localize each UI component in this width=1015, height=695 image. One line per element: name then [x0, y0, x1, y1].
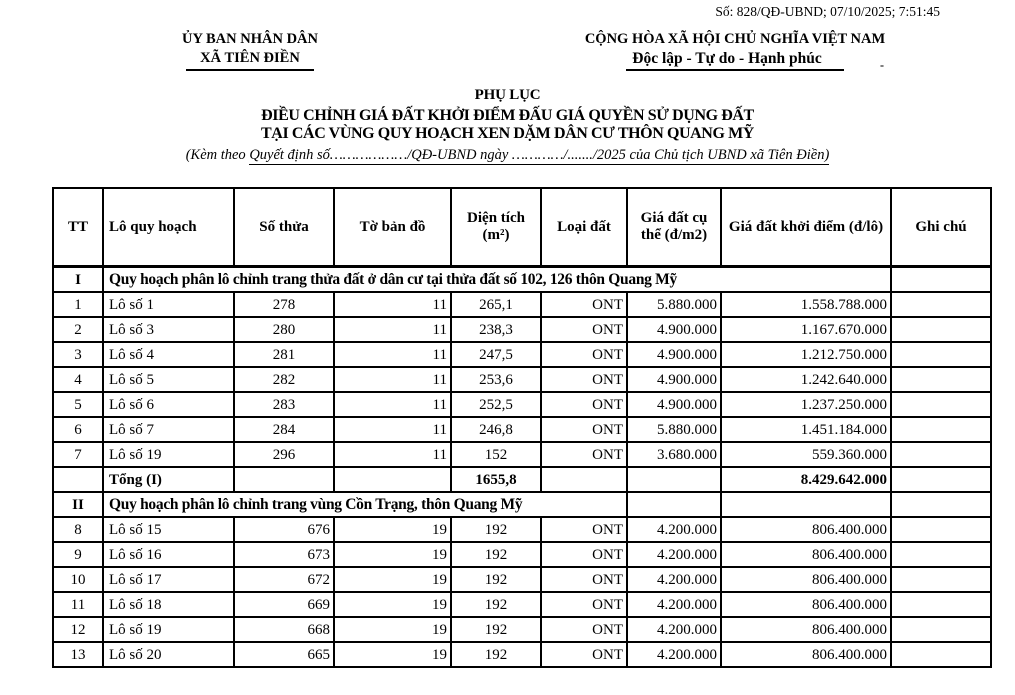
cell-section-number: I: [53, 267, 103, 293]
cell-note: [891, 492, 991, 517]
cell-parcel: 281: [234, 342, 334, 367]
cell-starting-price: 806.400.000: [721, 517, 891, 542]
cell-lot: Lô số 7: [103, 417, 234, 442]
cell-note: [891, 517, 991, 542]
section-row: [53, 492, 991, 517]
attachment-reference-prefix: (Kèm theo: [185, 147, 250, 163]
cell-area: 265,1: [451, 292, 541, 317]
cell-starting-price: 806.400.000: [721, 642, 891, 667]
cell-total-label: Tổng (I): [103, 467, 234, 492]
table-row: [53, 617, 991, 642]
cell-lot: Lô số 18: [103, 592, 234, 617]
cell-map: [334, 467, 451, 492]
cell-lot: Lô số 3: [103, 317, 234, 342]
document-title-block: [0, 87, 1015, 143]
cell-tt: 9: [53, 542, 103, 567]
cell-parcel: 665: [234, 642, 334, 667]
table-body: [53, 267, 991, 668]
attachment-reference: [0, 147, 1015, 164]
cell-area: 238,3: [451, 317, 541, 342]
cell-area: 192: [451, 542, 541, 567]
cell-area: 247,5: [451, 342, 541, 367]
cell-tt: 4: [53, 367, 103, 392]
cell-lot: Lô số 17: [103, 567, 234, 592]
cell-land-type: ONT: [541, 292, 627, 317]
cell-lot: Lô số 15: [103, 517, 234, 542]
table-row: [53, 592, 991, 617]
cell-map: 11: [334, 417, 451, 442]
column-header-8: Giá đất khởi điểm (đ/lô): [721, 188, 891, 267]
cell-lot: Lô số 16: [103, 542, 234, 567]
cell-area: 1655,8: [451, 467, 541, 492]
cell-land-type: ONT: [541, 367, 627, 392]
cell-note: [891, 417, 991, 442]
cell-note: [891, 567, 991, 592]
cell-map: 11: [334, 367, 451, 392]
cell-parcel: 668: [234, 617, 334, 642]
cell-area: 192: [451, 517, 541, 542]
cell-unit-price: [627, 467, 721, 492]
cell-starting-price: 1.237.250.000: [721, 392, 891, 417]
table-row: [53, 392, 991, 417]
cell-unit-price: 4.200.000: [627, 542, 721, 567]
cell-unit-price: 5.880.000: [627, 417, 721, 442]
cell-area: 253,6: [451, 367, 541, 392]
cell-unit-price: 4.200.000: [627, 642, 721, 667]
cell-land-type: [541, 467, 627, 492]
column-header-7: Giá đất cụ thể (đ/m2): [627, 188, 721, 267]
cell-unit-price: 4.200.000: [627, 617, 721, 642]
cell-land-type: ONT: [541, 542, 627, 567]
table-row: [53, 517, 991, 542]
cell-starting-price: 806.400.000: [721, 542, 891, 567]
cell-parcel: 278: [234, 292, 334, 317]
cell-tt: 10: [53, 567, 103, 592]
cell-map: 19: [334, 592, 451, 617]
cell-parcel: 280: [234, 317, 334, 342]
appendix-title: PHỤ LỤC: [474, 87, 541, 103]
cell-unit-price: 4.200.000: [627, 592, 721, 617]
cell-lot: Lô số 19: [103, 442, 234, 467]
cell-map: 11: [334, 392, 451, 417]
cell-land-type: ONT: [541, 317, 627, 342]
national-title: CỘNG HÒA XÃ HỘI CHỦ NGHĨA VIỆT NAM: [584, 31, 886, 47]
cell-lot: Lô số 5: [103, 367, 234, 392]
table-row: [53, 417, 991, 442]
title-line-2: ĐIỀU CHỈNH GIÁ ĐẤT KHỞI ĐIỂM ĐẤU GIÁ QUYỀN SỬ DỤNG ĐẤT: [261, 107, 754, 124]
cell-parcel: 672: [234, 567, 334, 592]
cell-parcel: 676: [234, 517, 334, 542]
cell-map: 19: [334, 567, 451, 592]
cell-unit-price: 5.880.000: [627, 292, 721, 317]
stray-mark: -: [880, 58, 884, 72]
column-header-6: Loại đất: [541, 188, 627, 267]
total-row: [53, 467, 991, 492]
cell-lot: Lô số 4: [103, 342, 234, 367]
cell-area: 152: [451, 442, 541, 467]
table-row: [53, 442, 991, 467]
cell-land-type: ONT: [541, 567, 627, 592]
cell-starting-price: 806.400.000: [721, 592, 891, 617]
cell-note: [891, 367, 991, 392]
cell-starting-price: 8.429.642.000: [721, 467, 891, 492]
cell-note: [891, 467, 991, 492]
cell-land-type: ONT: [541, 417, 627, 442]
cell-parcel: 296: [234, 442, 334, 467]
cell-starting-price: 1.451.184.000: [721, 417, 891, 442]
column-header-9: Ghi chú: [891, 188, 991, 267]
cell-area: 252,5: [451, 392, 541, 417]
cell-parcel: 283: [234, 392, 334, 417]
cell-note: [891, 642, 991, 667]
cell-tt: 12: [53, 617, 103, 642]
cell-unit-price: 4.200.000: [627, 567, 721, 592]
cell-tt: 7: [53, 442, 103, 467]
column-header-1: TT: [53, 188, 103, 267]
cell-starting-price: 1.212.750.000: [721, 342, 891, 367]
cell-tt: [53, 467, 103, 492]
cell-unit-price: 4.200.000: [627, 517, 721, 542]
cell-map: 11: [334, 442, 451, 467]
cell-unit-price: 4.900.000: [627, 367, 721, 392]
cell-area: 192: [451, 592, 541, 617]
column-header-5: Diện tích (m²): [451, 188, 541, 267]
cell-note: [891, 317, 991, 342]
cell-tt: 5: [53, 392, 103, 417]
table-row: [53, 292, 991, 317]
column-header-4: Tờ bản đồ: [334, 188, 451, 267]
title-line-3: TẠI CÁC VÙNG QUY HOẠCH XEN DẶM DÂN CƯ THÔN QUANG MỸ: [261, 125, 754, 142]
cell-unit-price: 4.900.000: [627, 317, 721, 342]
national-motto: Độc lập - Tự do - Hạnh phúc: [626, 49, 843, 71]
cell-parcel: 282: [234, 367, 334, 392]
cell-section-label: Quy hoạch phân lô chỉnh trang vùng Cồn Trạng, thôn Quang Mỹ: [103, 492, 627, 517]
cell-starting-price: [721, 492, 891, 517]
table-header-row: [53, 188, 991, 267]
cell-parcel: 284: [234, 417, 334, 442]
attachment-reference-underlined: Quyết định số………………/QĐ-UBND ngày …………/......./2025 của Chủ tịch UBND xã Tiên Điền): [249, 147, 830, 163]
cell-parcel: [234, 467, 334, 492]
cell-tt: 1: [53, 292, 103, 317]
cell-map: 19: [334, 617, 451, 642]
cell-tt: 2: [53, 317, 103, 342]
cell-unit-price: [627, 492, 721, 517]
cell-note: [891, 592, 991, 617]
cell-starting-price: 1.242.640.000: [721, 367, 891, 392]
cell-note: [891, 542, 991, 567]
table-row: [53, 642, 991, 667]
table-row: [53, 567, 991, 592]
table-header: [53, 188, 991, 267]
cell-map: 19: [334, 517, 451, 542]
cell-starting-price: 559.360.000: [721, 442, 891, 467]
cell-unit-price: 4.900.000: [627, 342, 721, 367]
column-header-3: Số thửa: [234, 188, 334, 267]
cell-starting-price: 1.167.670.000: [721, 317, 891, 342]
table-row: [53, 542, 991, 567]
cell-lot: Lô số 1: [103, 292, 234, 317]
cell-lot: Lô số 19: [103, 617, 234, 642]
cell-starting-price: 806.400.000: [721, 617, 891, 642]
cell-land-type: ONT: [541, 442, 627, 467]
land-price-table: [52, 187, 992, 668]
cell-area: 192: [451, 567, 541, 592]
section-row: [53, 267, 991, 293]
cell-note: [891, 292, 991, 317]
table-row: [53, 342, 991, 367]
cell-map: 11: [334, 317, 451, 342]
cell-area: 192: [451, 642, 541, 667]
cell-tt: 3: [53, 342, 103, 367]
cell-tt: 11: [53, 592, 103, 617]
cell-map: 11: [334, 292, 451, 317]
cell-lot: Lô số 6: [103, 392, 234, 417]
column-header-2: Lô quy hoạch: [103, 188, 234, 267]
cell-unit-price: 3.680.000: [627, 442, 721, 467]
cell-tt: 6: [53, 417, 103, 442]
cell-parcel: 673: [234, 542, 334, 567]
cell-land-type: ONT: [541, 617, 627, 642]
cell-note: [891, 442, 991, 467]
cell-land-type: ONT: [541, 592, 627, 617]
cell-area: 246,8: [451, 417, 541, 442]
cell-note: [891, 267, 991, 293]
table-row: [53, 317, 991, 342]
cell-unit-price: 4.900.000: [627, 392, 721, 417]
issuing-authority-block: [130, 30, 370, 71]
cell-tt: 13: [53, 642, 103, 667]
cell-land-type: ONT: [541, 517, 627, 542]
cell-land-type: ONT: [541, 642, 627, 667]
cell-lot: Lô số 20: [103, 642, 234, 667]
authority-commune: XÃ TIÊN ĐIỀN: [186, 49, 314, 71]
table-row: [53, 367, 991, 392]
cell-map: 19: [334, 642, 451, 667]
document-number: Số: 828/QĐ-UBND; 07/10/2025; 7:51:45: [715, 4, 940, 19]
cell-tt: 8: [53, 517, 103, 542]
cell-starting-price: 806.400.000: [721, 567, 891, 592]
authority-name: ỦY BAN NHÂN DÂN: [181, 31, 318, 47]
cell-section-label: Quy hoạch phân lô chỉnh trang thửa đất ở dân cư tại thửa đất số 102, 126 thôn Quang Mỹ: [103, 267, 891, 293]
cell-note: [891, 392, 991, 417]
cell-area: 192: [451, 617, 541, 642]
cell-land-type: ONT: [541, 342, 627, 367]
cell-map: 11: [334, 342, 451, 367]
cell-note: [891, 342, 991, 367]
cell-map: 19: [334, 542, 451, 567]
cell-section-number: II: [53, 492, 103, 517]
cell-parcel: 669: [234, 592, 334, 617]
cell-note: [891, 617, 991, 642]
cell-starting-price: 1.558.788.000: [721, 292, 891, 317]
cell-land-type: ONT: [541, 392, 627, 417]
